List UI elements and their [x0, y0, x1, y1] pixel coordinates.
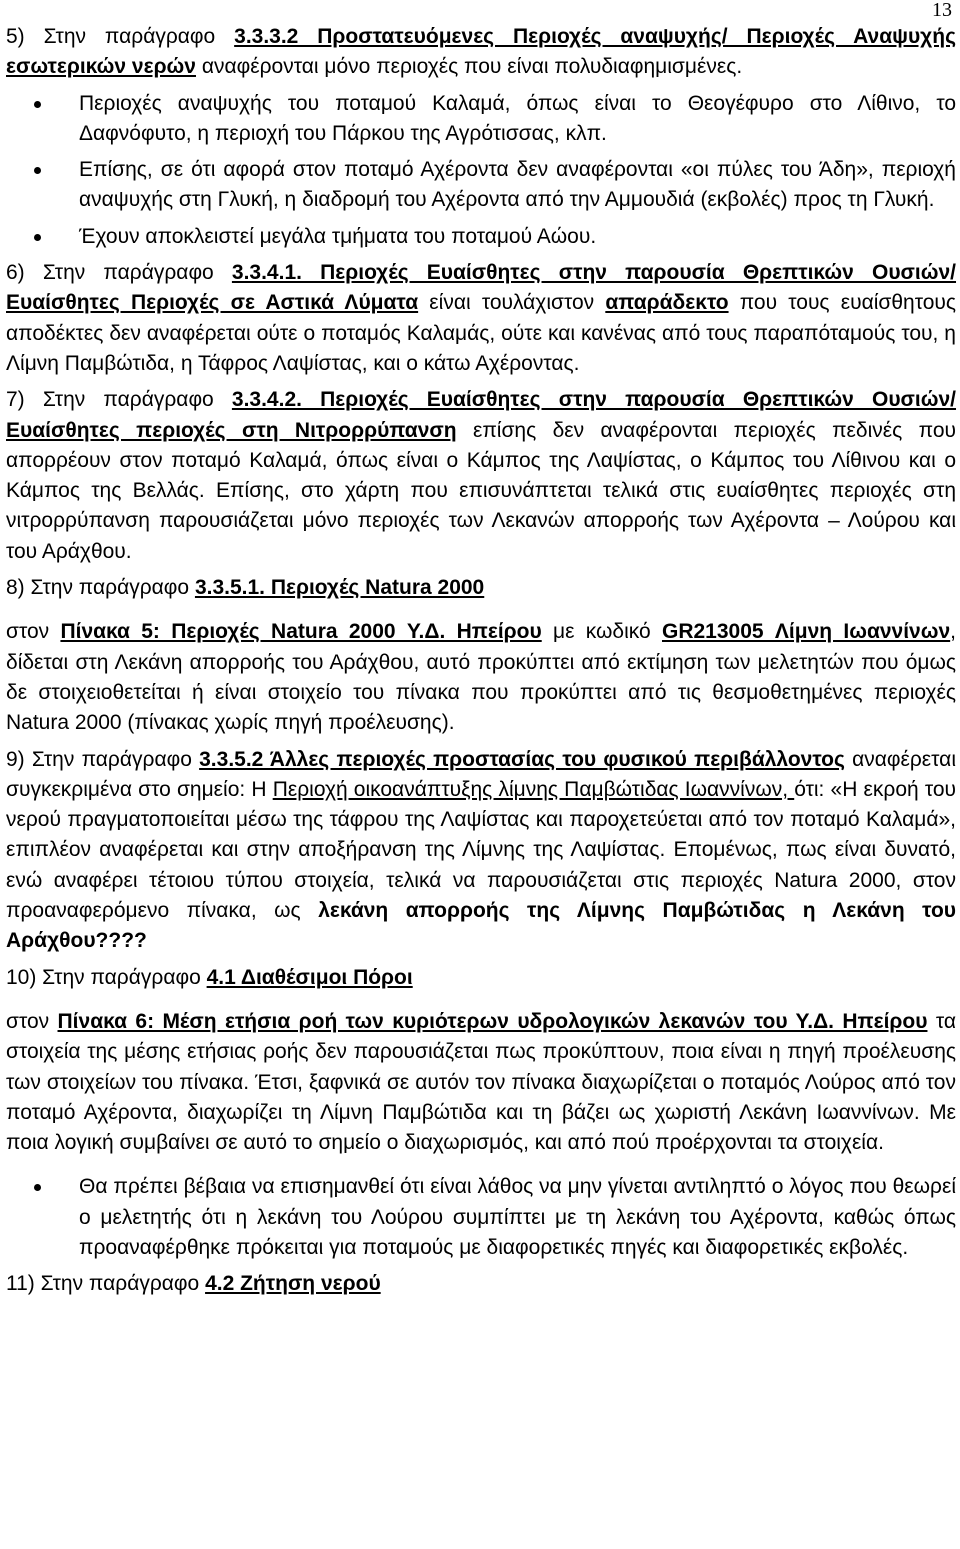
emphasis-text: απαράδεκτο: [605, 291, 729, 315]
bullet-item: [6, 222, 956, 252]
section-link-3-3-3-2[interactable]: 3.3.3.2 Προστατευόμενες Περιοχές αναψυχής/ Περιοχές Αναψυχής εσωτερικών νερών: [6, 25, 956, 79]
bullet-item: [6, 1172, 956, 1263]
text: 11) Στην παράγραφο: [6, 1272, 206, 1296]
bullet-icon: [34, 1184, 41, 1191]
text: επίσης δεν αναφέρονται περιοχές πεδινές που απορρέουν στον ποταμό Καλαμά, όπως είναι ο Κάμπος της Λαψίστας, ο Κάμπος του Λίθινου και ο Κάμπος της Βελλάς. Επίσης, στο χάρτη που επισυνάπτεται τελικά στις ευαίσθητες περιοχές στη νιτρορρύπανση παρουσιάζεται μόνο περιοχές των Λεκανών απορροής των Αχέροντα – Λούρου και του Αράχθου.: [6, 418, 956, 563]
text: αναφέρεται συγκεκριμένα στο σημείο: Η: [6, 747, 956, 801]
section-link-4-2[interactable]: 4.2 Ζήτηση νερού: [205, 1272, 381, 1296]
text: στον: [6, 620, 61, 644]
text: 5) Στην παράγραφο: [6, 25, 235, 48]
text: με κωδικό: [541, 620, 662, 644]
text: αναφέρονται μόνο περιοχές που είναι πολυδιαφημισμένες.: [195, 55, 743, 79]
bullet-icon: [34, 234, 41, 241]
paragraph-9: [6, 745, 956, 957]
paragraph-10: [6, 1007, 956, 1158]
bullet-text: Θα πρέπει βέβαια να επισημανθεί ότι είναι λάθος να μην γίνεται αντιληπτό ο λόγος που θεωρεί ο μελετητής ότι η λεκάνη του Λούρου συμπίπτει με τη λεκάνη του Αχέροντα, καθώς όπως προαναφέρθηκε πρόκειται για ποταμούς με διαφορετικές πηγές και διαφορετικές εκβολές.: [79, 1175, 956, 1259]
bullet-item: [6, 155, 956, 216]
bullet-text: Έχουν αποκλειστεί μεγάλα τμήματα του ποταμού Αώου.: [79, 224, 597, 248]
paragraph-5: [6, 22, 956, 83]
paragraph-7: [6, 385, 956, 567]
bullet-text: Περιοχές αναψυχής του ποταμού Καλαμά, όπως είναι το Θεογέφυρο στο Λίθινο, το Δαφνόφυτο, η περιοχή του Πάρκου της Αγρότισσας, κλπ.: [79, 91, 956, 145]
table-link-6[interactable]: Πίνακα 6: Μέση ετήσια ροή των κυριότερων υδρολογικών λεκανών του Υ.Δ. Ηπείρου: [57, 1009, 928, 1033]
paragraph-8-heading: [6, 573, 956, 603]
document-body: [6, 22, 956, 1300]
page-number: 13: [932, 0, 952, 21]
emphasis-text: λεκάνη απορροής της Λίμνης Παμβώτιδας η Λεκάνη του Αράχθου????: [6, 899, 956, 953]
paragraph-10-heading: [6, 963, 956, 993]
text: ότι: «Η εκροή του νερού πραγματοποιείται μέσω της τάφρου της Λαψίστας και παροχετεύεται από τον ποταμό Καλαμά», επιπλέον αναφέρεται και στην αποξήρανση της Λίμνης της Λαψίστας. Επομένως, πως είναι δυνατό, ενώ αναφέρει τέτοιου τύπου στοιχεία, τελικά να παρουσιάζεται στις περιοχές Natura 2000, στον προαναφερόμενο πίνακα, ως: [6, 777, 956, 923]
paragraph-8: [6, 617, 956, 738]
text: 6) Στην παράγραφο: [6, 261, 232, 285]
paragraph-6: [6, 258, 956, 379]
section-link-4-1[interactable]: 4.1 Διαθέσιμοι Πόροι: [206, 965, 413, 989]
text: στον: [6, 1009, 58, 1033]
code-link-gr213005[interactable]: GR213005 Λίμνη Ιωαννίνων: [662, 620, 951, 644]
section-link-3-3-5-2[interactable]: 3.3.5.2 Άλλες περιοχές προστασίας του φυσικού περιβάλλοντος: [199, 747, 845, 771]
text: , δίδεται στη Λεκάνη απορροής του Αράχθου, αυτό προκύπτει από εκτίμηση των μελετητών που όμως δε στοιχειοθετείται ή είναι στοιχείο του πίνακα που προκύπτει από τις θεσμοθετημένες περιοχές Natura 2000 (πίνακας χωρίς πηγή προέλευσης).: [6, 620, 956, 735]
text: τα στοιχεία της μέσης ετήσιας ροής δεν παρουσιάζεται πως προκύπτουν, ποια είναι η πηγή προέλευσης των στοιχείων του πίνακα. Έτσι, ξαφνικά σε αυτόν τον πίνακα διαχωρίζεται ο ποταμός Λούρος από τον ποταμό Αχέροντα, διαχωρίζει τη Λίμνη Παμβώτιδα και τη βάζει ως χωριστή Λεκάνη Ιωαννίνων. Με ποια λογική συμβαίνει σε αυτό το σημείο ο διαχωρισμός, και από πού προέρχονται τα στοιχεία.: [6, 1009, 956, 1155]
table-link-5[interactable]: Πίνακα 5: Περιοχές Natura 2000 Υ.Δ. Ηπείρου: [60, 620, 542, 644]
section-link-3-3-5-1[interactable]: 3.3.5.1. Περιοχές Natura 2000: [194, 576, 485, 600]
bullet-item: [6, 89, 956, 150]
bullet-icon: [34, 101, 41, 108]
text: 7) Στην παράγραφο: [6, 388, 232, 412]
paragraph-11-heading: [6, 1269, 956, 1299]
section-link-3-3-4-1[interactable]: 3.3.4.1. Περιοχές Ευαίσθητες στην παρουσία Θρεπτικών Ουσιών/ Ευαίσθητες Περιοχές σε Αστικά Λύματα: [6, 261, 957, 315]
bullet-text: Επίσης, σε ότι αφορά στον ποταμό Αχέροντα δεν αναφέρονται «οι πύλες του Άδη», περιοχή αναψυχής στη Γλυκή, η διαδρομή του Αχέροντα από την Αμμουδιά (εκβολές) προς τη Γλυκή.: [79, 158, 956, 212]
text: που τους ευαίσθητους αποδέκτες δεν αναφέρεται ούτε ο ποταμός Καλαμάς, ούτε και κανένας από τους παραπόταμούς του, η Λίμνη Παμβώτιδα, η Τάφρος Λαψίστας, και ο κάτω Αχέροντας.: [6, 291, 956, 375]
text: 10) Στην παράγραφο: [6, 965, 207, 989]
bullet-icon: [34, 167, 41, 174]
text: είναι τουλάχιστον: [418, 291, 606, 315]
section-link-3-3-4-2[interactable]: 3.3.4.2. Περιοχές Ευαίσθητες στην παρουσία Θρεπτικών Ουσιών/ Ευαίσθητες περιοχές στη Νιτρορρύπανση: [6, 388, 957, 442]
text: 9) Στην παράγραφο: [6, 747, 200, 771]
underlined-text: Περιοχή οικοανάπτυξης λίμνης Παμβώτιδας Ιωαννίνων,: [272, 777, 795, 801]
text: 8) Στην παράγραφο: [6, 576, 195, 600]
